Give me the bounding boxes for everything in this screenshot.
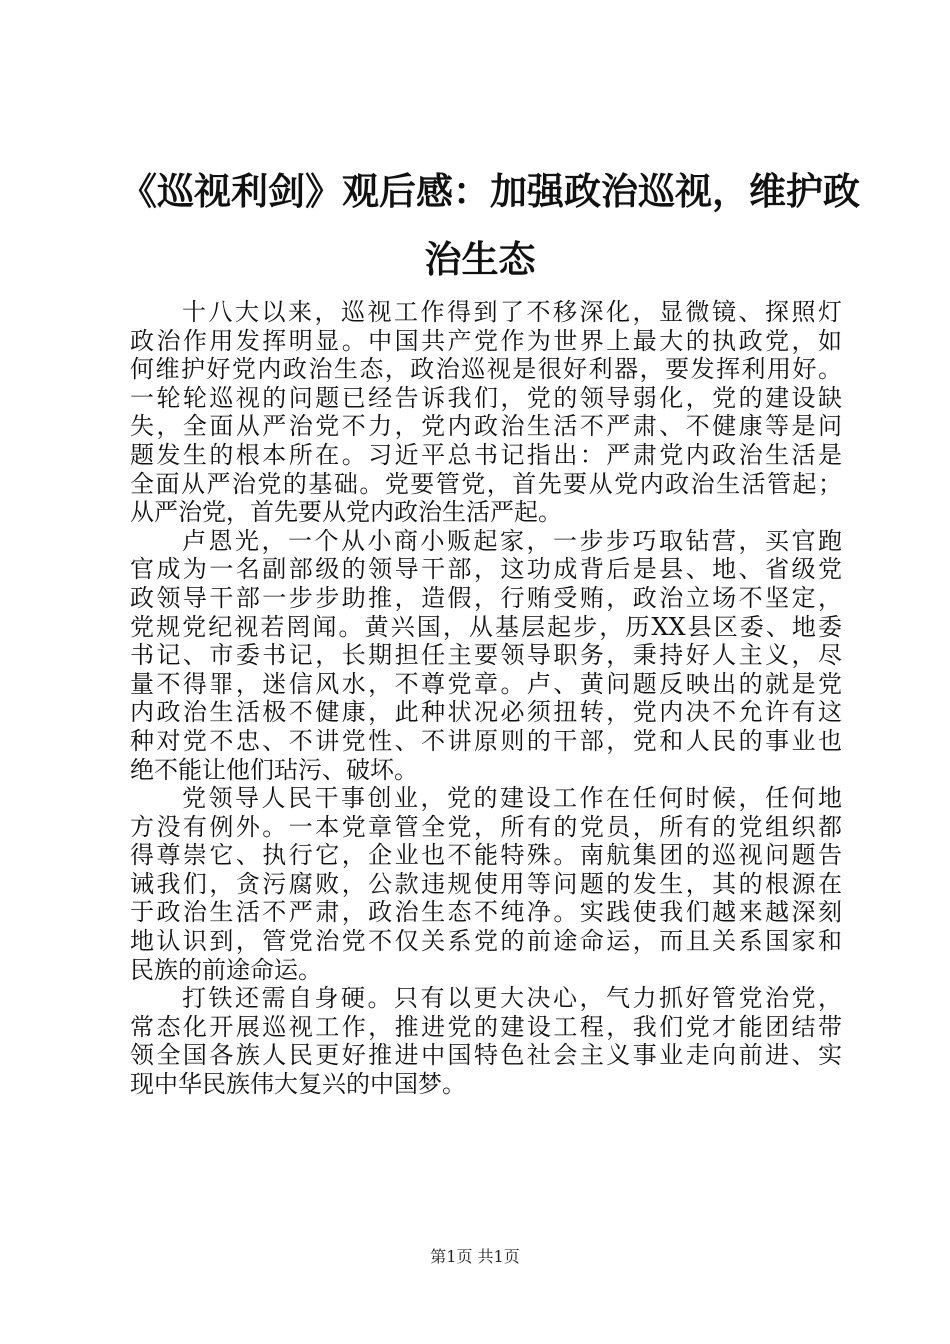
document-body bbox=[130, 298, 842, 1099]
text-line: 书记、市委书记，长期担任主要领导职务，秉持好人主义，尽 bbox=[130, 641, 842, 670]
text-line: 全面从严治党的基础。党要管党，首先要从党内政治生活管起； bbox=[130, 469, 842, 498]
text-line: 打铁还需自身硬。只有以更大决心，气力抓好管党治党， bbox=[182, 984, 842, 1013]
text-line: 题发生的根本所在。习近平总书记指出：严肃党内政治生活是 bbox=[130, 440, 842, 469]
paragraph-2 bbox=[130, 527, 842, 784]
text-line: 内政治生活极不健康，此种状况必须扭转，党内决不允许有这 bbox=[130, 698, 842, 727]
text-line: 诫我们，贪污腐败，公款违规使用等问题的发生，其的根源在 bbox=[130, 869, 842, 898]
text-line: 现中华民族伟大复兴的中国梦。 bbox=[130, 1070, 466, 1099]
text-line: 得尊崇它、执行它，企业也不能特殊。南航集团的巡视问题告 bbox=[130, 841, 842, 870]
paragraph-4 bbox=[130, 984, 842, 1098]
text-line: 领全国各族人民更好推进中国特色社会主义事业走向前进、实 bbox=[130, 1041, 842, 1070]
page-number: 第1页 共1页 bbox=[430, 1247, 520, 1266]
document-title bbox=[120, 158, 860, 294]
page-footer bbox=[0, 1244, 950, 1267]
text-line: 卢恩光，一个从小商小贩起家，一步步巧取钻营，买官跑 bbox=[182, 526, 842, 555]
text-line: 量不得罪，迷信风水，不尊党章。卢、黄问题反映出的就是党 bbox=[130, 669, 842, 698]
text-line: 党规党纪视若罔闻。黄兴国，从基层起步，历XX县区委、地委 bbox=[130, 612, 842, 641]
text-line: 常态化开展巡视工作，推进党的建设工程，我们党才能团结带 bbox=[130, 1012, 842, 1041]
text-line: 十八大以来，巡视工作得到了不移深化，显微镜、探照灯 bbox=[182, 298, 842, 326]
text-line: 失，全面从严治党不力，党内政治生活不严肃、不健康等是问 bbox=[130, 412, 842, 441]
text-line: 绝不能让他们玷污、破坏。 bbox=[130, 755, 418, 784]
text-line: 种对党不忠、不讲党性、不讲原则的干部，党和人民的事业也 bbox=[130, 726, 842, 755]
text-line: 民族的前途命运。 bbox=[130, 955, 322, 984]
text-line: 政领导干部一步步助推，造假，行贿受贿，政治立场不坚定， bbox=[130, 583, 842, 612]
text-line: 于政治生活不严肃，政治生态不纯净。实践使我们越来越深刻 bbox=[130, 898, 842, 927]
text-line: 从严治党，首先要从党内政治生活严起。 bbox=[130, 498, 562, 527]
text-line: 一轮轮巡视的问题已经告诉我们，党的领导弱化，党的建设缺 bbox=[130, 383, 842, 412]
title-line: 治生态 bbox=[424, 238, 536, 281]
text-line: 何维护好党内政治生态，政治巡视是很好利器，要发挥利用好。 bbox=[130, 355, 842, 384]
text-line: 官成为一名副部级的领导干部，这功成背后是县、地、省级党 bbox=[130, 555, 842, 584]
title-line: 《巡视利剑》观后感：加强政治巡视，维护政 bbox=[120, 170, 860, 213]
paragraph-3 bbox=[130, 784, 842, 984]
text-line: 政治作用发挥明显。中国共产党作为世界上最大的执政党，如 bbox=[130, 326, 842, 355]
paragraph-1 bbox=[130, 298, 842, 527]
text-line: 地认识到，管党治党不仅关系党的前途命运，而且关系国家和 bbox=[130, 927, 842, 956]
text-line: 党领导人民干事创业，党的建设工作在任何时候，任何地 bbox=[182, 784, 842, 813]
text-line: 方没有例外。一本党章管全党，所有的党员，所有的党组织都 bbox=[130, 812, 842, 841]
